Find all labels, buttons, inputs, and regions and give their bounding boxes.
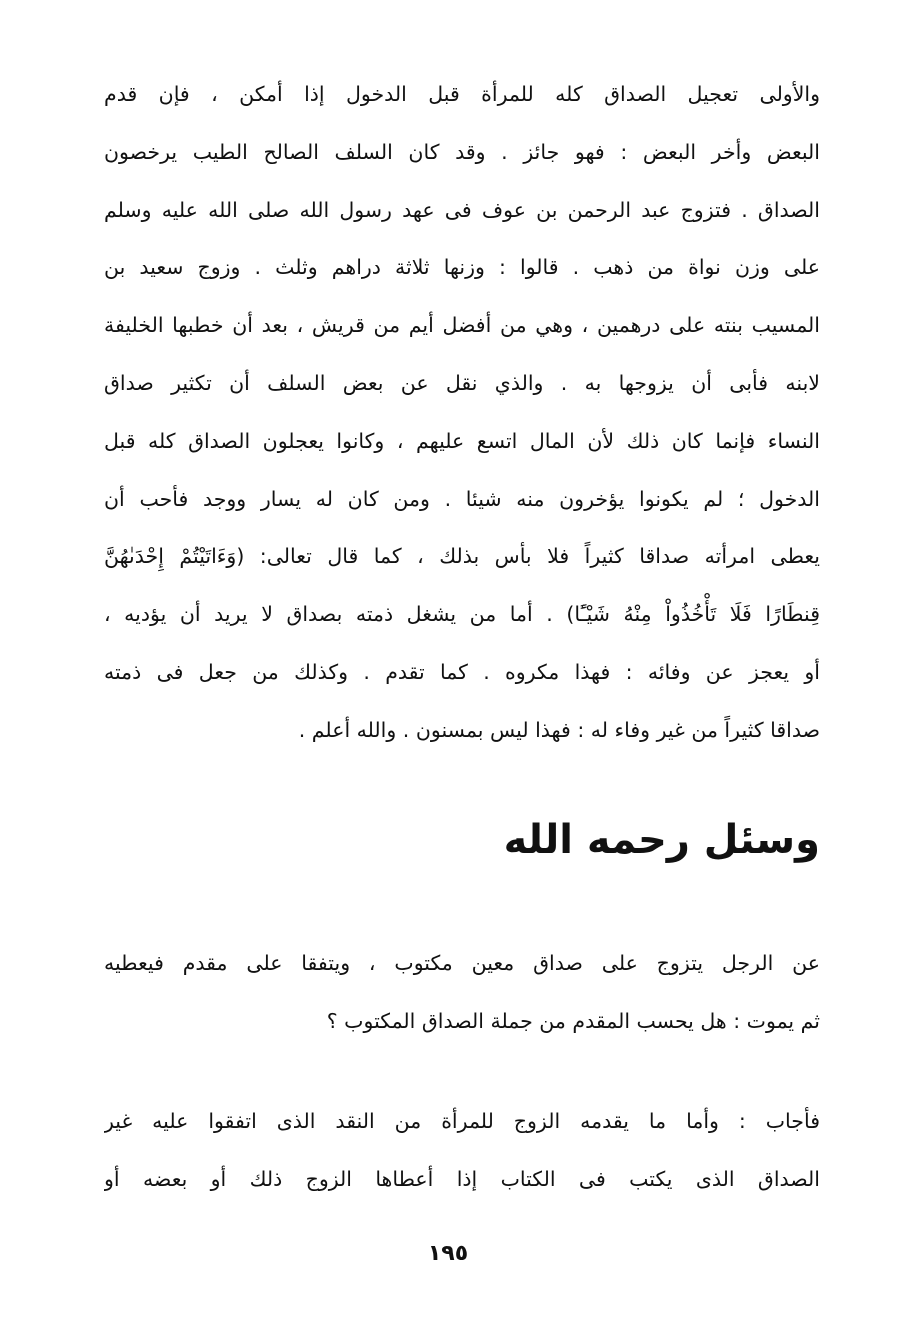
text-line: يعطى امرأته صداقا كثيراً فلا بأس بذلك ، كما قال تعالى: (وَءَاتَيْتُمْ إِحْدَىٰهُنَّ [104, 544, 820, 569]
text-line: عن الرجل يتزوج على صداق معين مكتوب ، ويتفقا على مقدم فيعطيه [104, 951, 820, 975]
text-line: الدخول ؛ لم يكونوا يؤخرون منه شيئا . ومن كان له يسار ووجد فأحب أن [104, 486, 820, 511]
text-line: الصداق . فتزوج عبد الرحمن بن عوف فى عهد رسول الله صلى الله عليه وسلم [104, 197, 820, 222]
answer-paragraph [104, 1093, 820, 1209]
text-line: النساء فإنما كان ذلك لأن المال اتسع عليهم ، وكانوا يعجلون الصداق كله قبل [104, 428, 820, 453]
page-number: ١٩٥ [427, 1241, 469, 1266]
text-line: المسيب بنته على درهمين ، وهي من أفضل أيم من قريش ، بعد أن خطبها الخليفة [104, 313, 820, 338]
body-paragraph [104, 66, 820, 760]
text-line: والأولى تعجيل الصداق كله للمرأة قبل الدخول إذا أمكن ، فإن قدم [104, 82, 820, 106]
text-line: صداقا كثيراً من غير وفاء له : فهذا ليس بمسنون . والله أعلم . [298, 717, 820, 742]
question-paragraph [104, 935, 820, 1051]
text-line: قِنطَارًا فَلَا تَأْخُذُواْ مِنْهُ شَيْـًٔا) . أما من يشغل ذمته بصداق لا يريد أن يؤديه ، [104, 602, 820, 627]
text-line: ثم يموت : هل يحسب المقدم من جملة الصداق المكتوب ؟ [326, 1008, 820, 1033]
section-heading: وسئل رحمه الله [503, 817, 820, 863]
text-line: الصداق الذى يكتب فى الكتاب إذا أعطاها الزوج ذلك أو بعضه أو [104, 1166, 820, 1191]
text-line: البعض وأخر البعض : فهو جائز . وقد كان السلف الصالح الطيب يرخصون [104, 139, 820, 164]
text-line: لابنه فأبى أن يزوجها به . والذي نقل عن بعض السلف أن تكثير صداق [104, 370, 820, 395]
text-line: على وزن نواة من ذهب . قالوا : وزنها ثلاثة دراهم وثلث . وزوج سعيد بن [104, 255, 820, 280]
text-line: فأجاب : وأما ما يقدمه الزوج للمرأة من النقد الذى اتفقوا عليه غير [104, 1109, 820, 1133]
text-line: أو يعجز عن وفائه : فهذا مكروه . كما تقدم . وكذلك من جعل فى ذمته [104, 659, 820, 684]
